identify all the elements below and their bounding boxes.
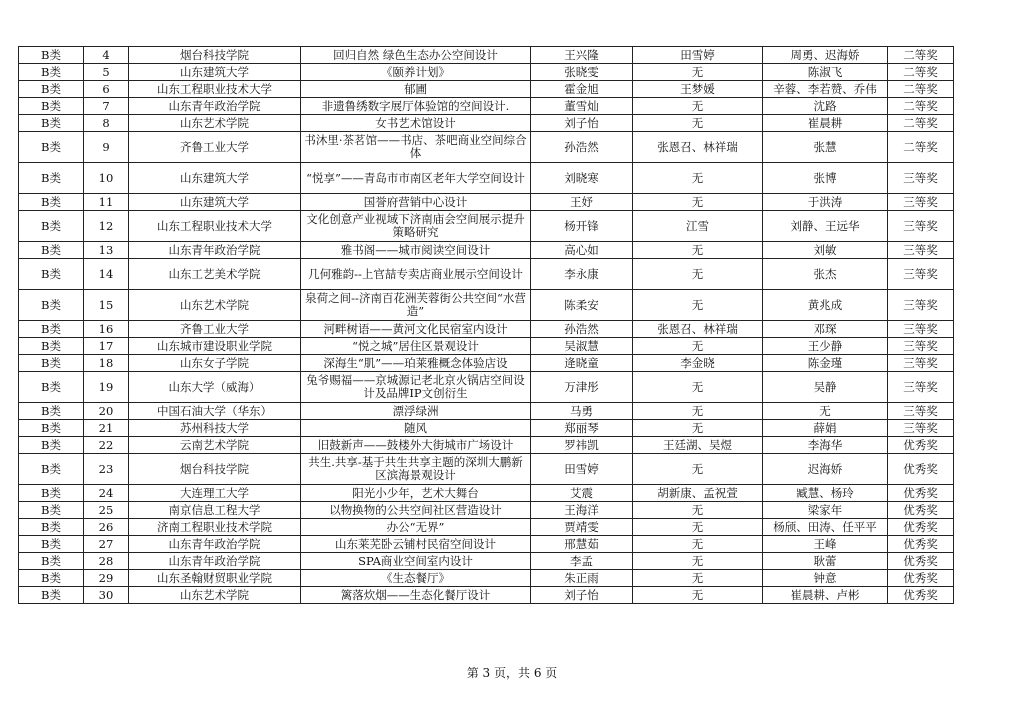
title-cell: 办公“无界” xyxy=(301,519,531,536)
advisor-cell: 吴静 xyxy=(763,372,888,403)
team-cell: 无 xyxy=(633,519,763,536)
category-cell: B类 xyxy=(19,242,84,259)
school-cell: 齐鲁工业大学 xyxy=(129,132,301,163)
team-cell: 无 xyxy=(633,194,763,211)
advisor-cell: 钟意 xyxy=(763,570,888,587)
number-cell: 18 xyxy=(84,355,129,372)
table-row xyxy=(19,372,954,403)
page-footer: 第 3 页，共 6 页 xyxy=(466,666,558,680)
advisor-cell: 薛娟 xyxy=(763,420,888,437)
school-cell: 山东建筑大学 xyxy=(129,163,301,194)
advisor-cell: 崔晨耕、卢彬 xyxy=(763,587,888,604)
number-cell: 6 xyxy=(84,81,129,98)
advisor-cell: 李海华 xyxy=(763,437,888,454)
title-cell: 随风 xyxy=(301,420,531,437)
advisor-cell: 于洪涛 xyxy=(763,194,888,211)
number-cell: 14 xyxy=(84,259,129,290)
award-cell: 优秀奖 xyxy=(888,502,954,519)
team-cell: 张恩召、林祥瑞 xyxy=(633,321,763,338)
school-cell: 山东女子学院 xyxy=(129,355,301,372)
award-cell: 优秀奖 xyxy=(888,485,954,502)
category-cell: B类 xyxy=(19,338,84,355)
category-cell: B类 xyxy=(19,502,84,519)
school-cell: 齐鲁工业大学 xyxy=(129,321,301,338)
team-cell: 无 xyxy=(633,259,763,290)
author-cell: 王兴隆 xyxy=(531,47,633,64)
category-cell: B类 xyxy=(19,132,84,163)
title-cell: 兔爷赐福——京城源记老北京火锅店空间设计及品牌IP文创衍生 xyxy=(301,372,531,403)
category-cell: B类 xyxy=(19,98,84,115)
award-cell: 三等奖 xyxy=(888,163,954,194)
category-cell: B类 xyxy=(19,259,84,290)
team-cell: 无 xyxy=(633,64,763,81)
team-cell: 无 xyxy=(633,420,763,437)
category-cell: B类 xyxy=(19,437,84,454)
award-cell: 二等奖 xyxy=(888,115,954,132)
category-cell: B类 xyxy=(19,64,84,81)
category-cell: B类 xyxy=(19,420,84,437)
advisor-cell: 刘敏 xyxy=(763,242,888,259)
advisor-cell: 臧慧、杨玲 xyxy=(763,485,888,502)
author-cell: 艾震 xyxy=(531,485,633,502)
advisor-cell: 无 xyxy=(763,403,888,420)
table-row xyxy=(19,485,954,502)
category-cell: B类 xyxy=(19,553,84,570)
title-cell: 书沐里·茶茗馆——书店、茶吧商业空间综合体 xyxy=(301,132,531,163)
advisor-cell: 梁家年 xyxy=(763,502,888,519)
team-cell: 无 xyxy=(633,587,763,604)
title-cell: 文化创意产业视域下济南庙会空间展示提升策略研究 xyxy=(301,211,531,242)
advisor-cell: 张杰 xyxy=(763,259,888,290)
advisor-cell: 辛蓉、李若赞、乔伟 xyxy=(763,81,888,98)
author-cell: 朱正雨 xyxy=(531,570,633,587)
award-cell: 优秀奖 xyxy=(888,553,954,570)
category-cell: B类 xyxy=(19,163,84,194)
author-cell: 邢慧茹 xyxy=(531,536,633,553)
school-cell: 山东工程职业技术大学 xyxy=(129,211,301,242)
school-cell: 烟台科技学院 xyxy=(129,47,301,64)
title-cell: 篱落炊烟——生态化餐厅设计 xyxy=(301,587,531,604)
author-cell: 王海洋 xyxy=(531,502,633,519)
title-cell: 旧鼓新声——鼓楼外大街城市广场设计 xyxy=(301,437,531,454)
title-cell: 回归自然 绿色生态办公空间设计 xyxy=(301,47,531,64)
team-cell: 无 xyxy=(633,163,763,194)
table-row xyxy=(19,536,954,553)
number-cell: 8 xyxy=(84,115,129,132)
school-cell: 山东艺术学院 xyxy=(129,290,301,321)
category-cell: B类 xyxy=(19,536,84,553)
number-cell: 29 xyxy=(84,570,129,587)
number-cell: 15 xyxy=(84,290,129,321)
advisor-cell: 崔晨耕 xyxy=(763,115,888,132)
award-cell: 二等奖 xyxy=(888,98,954,115)
category-cell: B类 xyxy=(19,290,84,321)
advisor-cell: 王少静 xyxy=(763,338,888,355)
author-cell: 吴淑慧 xyxy=(531,338,633,355)
team-cell: 无 xyxy=(633,454,763,485)
school-cell: 云南艺术学院 xyxy=(129,437,301,454)
award-cell: 三等奖 xyxy=(888,211,954,242)
author-cell: 杨开锋 xyxy=(531,211,633,242)
table-row xyxy=(19,587,954,604)
advisor-cell: 张慧 xyxy=(763,132,888,163)
category-cell: B类 xyxy=(19,115,84,132)
author-cell: 高心如 xyxy=(531,242,633,259)
title-cell: 深海生“肌”——珀莱雅概念体验店设 xyxy=(301,355,531,372)
title-cell: 《颐养计划》 xyxy=(301,64,531,81)
award-cell: 二等奖 xyxy=(888,47,954,64)
advisor-cell: 周勇、迟海娇 xyxy=(763,47,888,64)
table-row xyxy=(19,321,954,338)
school-cell: 大连理工大学 xyxy=(129,485,301,502)
number-cell: 30 xyxy=(84,587,129,604)
team-cell: 无 xyxy=(633,536,763,553)
number-cell: 13 xyxy=(84,242,129,259)
title-cell: 以物换物的公共空间社区营造设计 xyxy=(301,502,531,519)
number-cell: 4 xyxy=(84,47,129,64)
table-row xyxy=(19,163,954,194)
table-row xyxy=(19,338,954,355)
author-cell: 陈柔安 xyxy=(531,290,633,321)
number-cell: 19 xyxy=(84,372,129,403)
table-row xyxy=(19,98,954,115)
team-cell: 无 xyxy=(633,403,763,420)
author-cell: 李孟 xyxy=(531,553,633,570)
table-row xyxy=(19,242,954,259)
advisor-cell: 刘静、王远华 xyxy=(763,211,888,242)
title-cell: 共生.共享-基于共生共享主题的深圳大鹏新区滨海景观设计 xyxy=(301,454,531,485)
number-cell: 9 xyxy=(84,132,129,163)
title-cell: 漂浮绿洲 xyxy=(301,403,531,420)
author-cell: 万津彤 xyxy=(531,372,633,403)
award-cell: 优秀奖 xyxy=(888,437,954,454)
advisor-cell: 张博 xyxy=(763,163,888,194)
category-cell: B类 xyxy=(19,403,84,420)
number-cell: 12 xyxy=(84,211,129,242)
table-row xyxy=(19,211,954,242)
category-cell: B类 xyxy=(19,570,84,587)
category-cell: B类 xyxy=(19,355,84,372)
school-cell: 山东大学（威海） xyxy=(129,372,301,403)
advisor-cell: 陈金瑾 xyxy=(763,355,888,372)
team-cell: 无 xyxy=(633,115,763,132)
award-cell: 三等奖 xyxy=(888,420,954,437)
number-cell: 26 xyxy=(84,519,129,536)
advisor-cell: 迟海娇 xyxy=(763,454,888,485)
advisor-cell: 邓琛 xyxy=(763,321,888,338)
title-cell: “悦享”——青岛市市南区老年大学空间设计 xyxy=(301,163,531,194)
advisor-cell: 沈路 xyxy=(763,98,888,115)
awards-table-body xyxy=(19,47,954,604)
number-cell: 16 xyxy=(84,321,129,338)
school-cell: 山东工程职业技术大学 xyxy=(129,81,301,98)
category-cell: B类 xyxy=(19,211,84,242)
school-cell: 山东青年政治学院 xyxy=(129,553,301,570)
title-cell: 国誉府营销中心设计 xyxy=(301,194,531,211)
table-row xyxy=(19,403,954,420)
award-cell: 二等奖 xyxy=(888,81,954,98)
number-cell: 10 xyxy=(84,163,129,194)
title-cell: 泉荷之间--济南百花洲芙蓉街公共空间“水营造” xyxy=(301,290,531,321)
advisor-cell: 黄兆成 xyxy=(763,290,888,321)
award-cell: 二等奖 xyxy=(888,64,954,81)
advisor-cell: 王峰 xyxy=(763,536,888,553)
school-cell: 山东建筑大学 xyxy=(129,194,301,211)
table-row xyxy=(19,502,954,519)
table-row xyxy=(19,47,954,64)
award-cell: 优秀奖 xyxy=(888,519,954,536)
school-cell: 苏州科技大学 xyxy=(129,420,301,437)
school-cell: 南京信息工程大学 xyxy=(129,502,301,519)
category-cell: B类 xyxy=(19,587,84,604)
school-cell: 山东青年政治学院 xyxy=(129,98,301,115)
author-cell: 孙浩然 xyxy=(531,132,633,163)
table-row xyxy=(19,420,954,437)
author-cell: 孙浩然 xyxy=(531,321,633,338)
award-cell: 三等奖 xyxy=(888,338,954,355)
number-cell: 21 xyxy=(84,420,129,437)
number-cell: 7 xyxy=(84,98,129,115)
school-cell: 中国石油大学（华东） xyxy=(129,403,301,420)
team-cell: 王廷湖、吴煜 xyxy=(633,437,763,454)
author-cell: 罗祎凯 xyxy=(531,437,633,454)
school-cell: 山东艺术学院 xyxy=(129,587,301,604)
table-row xyxy=(19,132,954,163)
author-cell: 霍金旭 xyxy=(531,81,633,98)
category-cell: B类 xyxy=(19,519,84,536)
author-cell: 马勇 xyxy=(531,403,633,420)
number-cell: 27 xyxy=(84,536,129,553)
author-cell: 逄晓童 xyxy=(531,355,633,372)
title-cell: 几何雅韵--上官喆专卖店商业展示空间设计 xyxy=(301,259,531,290)
award-cell: 三等奖 xyxy=(888,321,954,338)
title-cell: 阳光小少年，艺术大舞台 xyxy=(301,485,531,502)
category-cell: B类 xyxy=(19,321,84,338)
number-cell: 28 xyxy=(84,553,129,570)
team-cell: 张恩召、林祥瑞 xyxy=(633,132,763,163)
table-row xyxy=(19,64,954,81)
award-cell: 优秀奖 xyxy=(888,587,954,604)
table-row xyxy=(19,570,954,587)
team-cell: 无 xyxy=(633,570,763,587)
award-cell: 三等奖 xyxy=(888,290,954,321)
table-row xyxy=(19,519,954,536)
title-cell: 女书艺术馆设计 xyxy=(301,115,531,132)
author-cell: 田雪婷 xyxy=(531,454,633,485)
table-row xyxy=(19,194,954,211)
school-cell: 山东青年政治学院 xyxy=(129,242,301,259)
author-cell: 董雪灿 xyxy=(531,98,633,115)
category-cell: B类 xyxy=(19,454,84,485)
team-cell: 无 xyxy=(633,372,763,403)
award-cell: 三等奖 xyxy=(888,403,954,420)
author-cell: 郑丽琴 xyxy=(531,420,633,437)
team-cell: 李金晓 xyxy=(633,355,763,372)
category-cell: B类 xyxy=(19,194,84,211)
school-cell: 山东城市建设职业学院 xyxy=(129,338,301,355)
category-cell: B类 xyxy=(19,485,84,502)
number-cell: 11 xyxy=(84,194,129,211)
award-cell: 三等奖 xyxy=(888,355,954,372)
author-cell: 刘晓寒 xyxy=(531,163,633,194)
title-cell: 《生态餐厅》 xyxy=(301,570,531,587)
award-cell: 优秀奖 xyxy=(888,454,954,485)
author-cell: 刘子怡 xyxy=(531,115,633,132)
team-cell: 无 xyxy=(633,502,763,519)
school-cell: 山东工艺美术学院 xyxy=(129,259,301,290)
team-cell: 田雪婷 xyxy=(633,47,763,64)
author-cell: 刘子怡 xyxy=(531,587,633,604)
category-cell: B类 xyxy=(19,81,84,98)
title-cell: 非遗鲁绣数字展厅体验馆的空间设计. xyxy=(301,98,531,115)
title-cell: SPA商业空间室内设计 xyxy=(301,553,531,570)
author-cell: 王妤 xyxy=(531,194,633,211)
author-cell: 李永康 xyxy=(531,259,633,290)
number-cell: 25 xyxy=(84,502,129,519)
table-row xyxy=(19,553,954,570)
title-cell: 山东莱芜卧云铺村民宿空间设计 xyxy=(301,536,531,553)
award-cell: 优秀奖 xyxy=(888,570,954,587)
team-cell: 无 xyxy=(633,98,763,115)
number-cell: 17 xyxy=(84,338,129,355)
number-cell: 23 xyxy=(84,454,129,485)
table-row xyxy=(19,437,954,454)
awards-table xyxy=(18,46,954,604)
title-cell: 河畔树语——黄河文化民宿室内设计 xyxy=(301,321,531,338)
school-cell: 山东建筑大学 xyxy=(129,64,301,81)
category-cell: B类 xyxy=(19,372,84,403)
table-row xyxy=(19,259,954,290)
number-cell: 24 xyxy=(84,485,129,502)
advisor-cell: 耿蕾 xyxy=(763,553,888,570)
team-cell: 江雪 xyxy=(633,211,763,242)
advisor-cell: 杨颀、田涛、任平平 xyxy=(763,519,888,536)
title-cell: 雅书阁——城市阅读空间设计 xyxy=(301,242,531,259)
author-cell: 贾靖雯 xyxy=(531,519,633,536)
title-cell: “悦之城”居住区景观设计 xyxy=(301,338,531,355)
school-cell: 烟台科技学院 xyxy=(129,454,301,485)
award-cell: 三等奖 xyxy=(888,194,954,211)
award-cell: 三等奖 xyxy=(888,372,954,403)
author-cell: 张晓雯 xyxy=(531,64,633,81)
table-row xyxy=(19,355,954,372)
team-cell: 王梦媛 xyxy=(633,81,763,98)
award-cell: 优秀奖 xyxy=(888,536,954,553)
school-cell: 山东圣翰财贸职业学院 xyxy=(129,570,301,587)
table-row xyxy=(19,290,954,321)
table-row xyxy=(19,115,954,132)
team-cell: 无 xyxy=(633,242,763,259)
advisor-cell: 陈淑飞 xyxy=(763,64,888,81)
team-cell: 无 xyxy=(633,290,763,321)
table-row xyxy=(19,454,954,485)
award-cell: 二等奖 xyxy=(888,132,954,163)
title-cell: 郁圃 xyxy=(301,81,531,98)
number-cell: 22 xyxy=(84,437,129,454)
team-cell: 无 xyxy=(633,338,763,355)
school-cell: 山东青年政治学院 xyxy=(129,536,301,553)
number-cell: 5 xyxy=(84,64,129,81)
table-row xyxy=(19,81,954,98)
team-cell: 胡新康、孟祝萱 xyxy=(633,485,763,502)
number-cell: 20 xyxy=(84,403,129,420)
school-cell: 山东艺术学院 xyxy=(129,115,301,132)
school-cell: 济南工程职业技术学院 xyxy=(129,519,301,536)
award-cell: 三等奖 xyxy=(888,242,954,259)
award-cell: 三等奖 xyxy=(888,259,954,290)
team-cell: 无 xyxy=(633,553,763,570)
category-cell: B类 xyxy=(19,47,84,64)
